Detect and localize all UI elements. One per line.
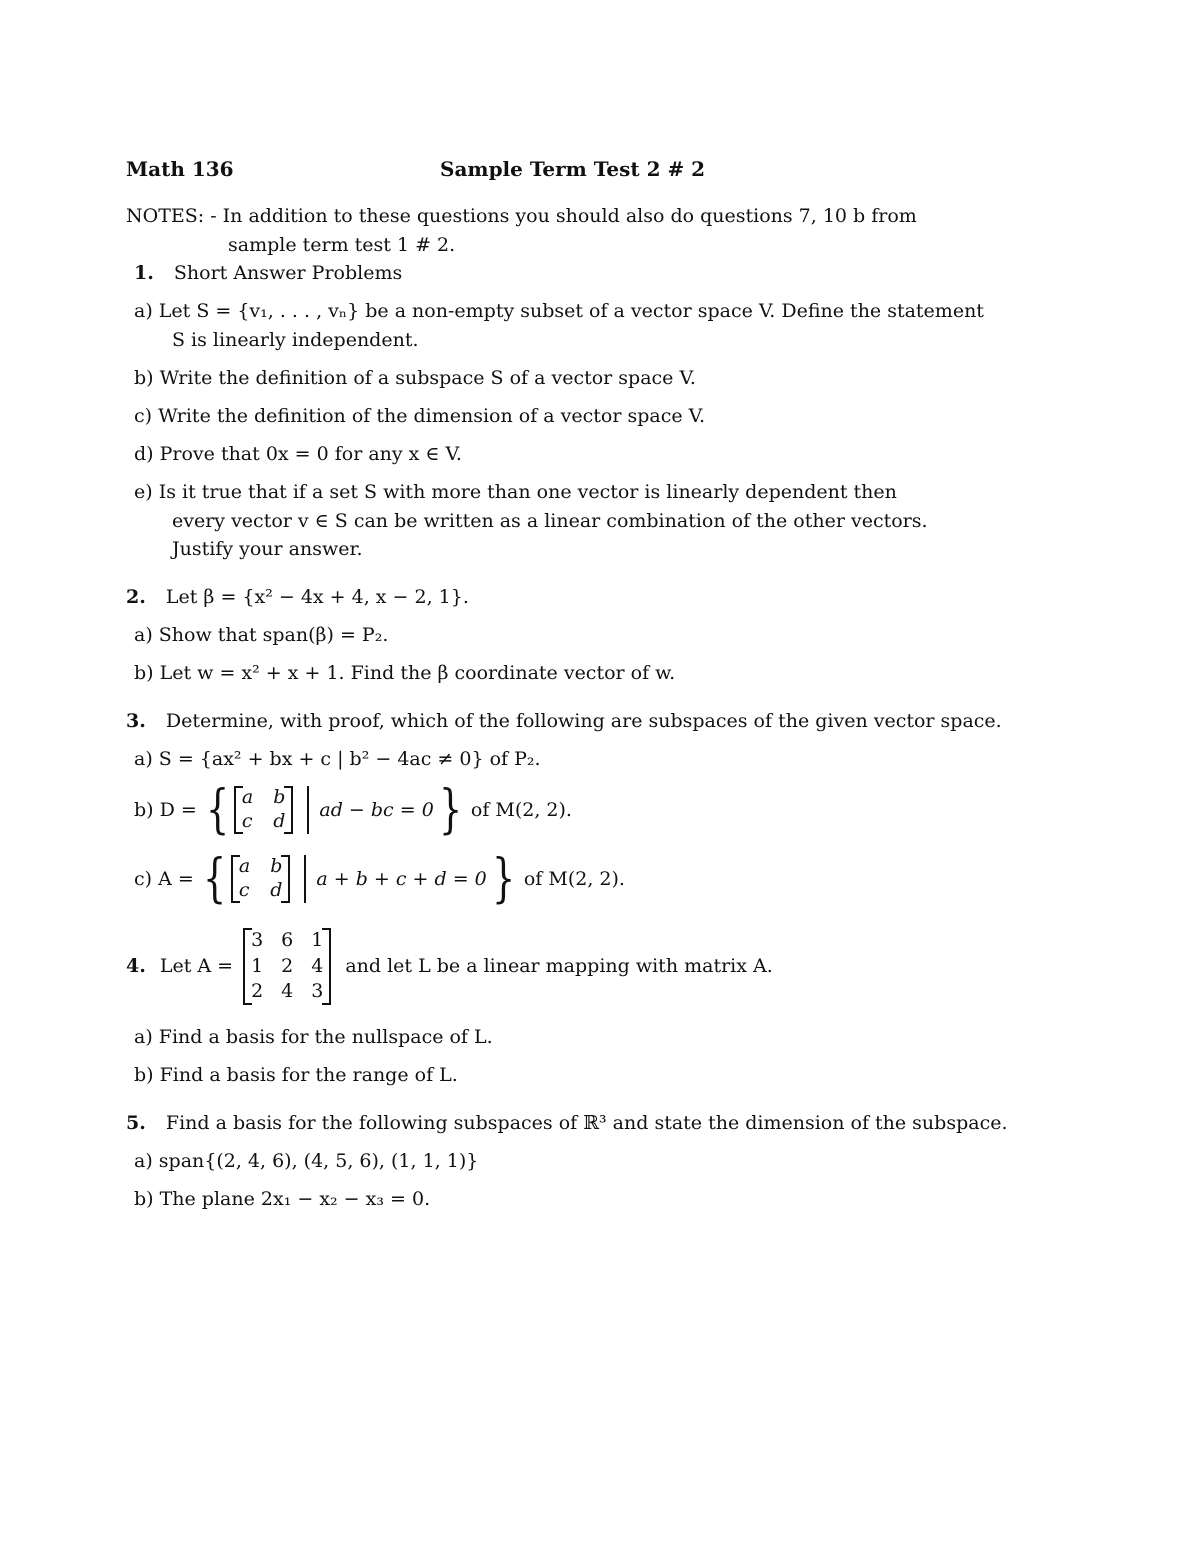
question-5a: a) span{(2, 4, 6), (4, 5, 6), (1, 1, 1)} (134, 1150, 479, 1172)
question-5-heading (126, 1112, 1008, 1135)
question-1a-line-1: a) Let S = {v₁, . . . , vₙ} be a non-empty subset of a vector space V. Define the statement (134, 300, 984, 322)
course-title: Math 136 (126, 157, 234, 181)
question-4-prefix: Let A = (159, 955, 234, 978)
question-4-heading (126, 928, 773, 1005)
question-4-number: 4. (126, 955, 146, 978)
question-3c (134, 849, 625, 909)
question-1a-line-2: S is linearly independent. (172, 329, 419, 351)
question-5-text: Find a basis for the following subspaces of ℝ³ and state the dimension of the subspace. (165, 1112, 1008, 1134)
question-3-number: 3. (126, 710, 146, 732)
question-3b-prefix: b) D = (134, 798, 197, 821)
question-1e-line-3: Justify your answer. (172, 538, 363, 560)
question-2b: b) Let w = x² + x + 1. Find the β coordinate vector of w. (134, 662, 676, 684)
question-2-number: 2. (126, 586, 146, 608)
matrix-entry: 6 (281, 929, 294, 951)
question-1b: b) Write the definition of a subspace S of a vector space V. (134, 367, 696, 389)
question-5-number: 5. (126, 1112, 146, 1134)
matrix-entry: a (241, 786, 254, 809)
matrix-entry: b (270, 855, 283, 878)
question-3c-prefix: c) A = (134, 867, 194, 890)
test-title: Sample Term Test 2 # 2 (440, 157, 706, 181)
question-4a: a) Find a basis for the nullspace of L. (134, 1026, 493, 1048)
question-3a: a) S = {ax² + bx + c | b² − 4ac ≠ 0} of P₂. (134, 748, 541, 770)
matrix-entry: 4 (281, 980, 294, 1003)
set-builder-bar (304, 855, 306, 903)
close-brace: } (491, 849, 515, 909)
question-3c-suffix: of M(2, 2). (523, 867, 625, 890)
question-3b-suffix: of M(2, 2). (470, 798, 572, 821)
question-3b-condition: ad − bc = 0 (319, 798, 434, 821)
notes-line-2: sample term test 1 # 2. (228, 234, 456, 256)
matrix-entry: d (270, 879, 283, 901)
matrix-entry: 1 (311, 929, 324, 951)
question-3c-condition: a + b + c + d = 0 (316, 867, 487, 890)
question-1d: d) Prove that 0x = 0 for any x ∈ V. (134, 443, 462, 465)
matrix-entry: 2 (251, 980, 264, 1003)
question-1-title: Short Answer Problems (173, 262, 403, 284)
question-1-heading (134, 262, 402, 285)
matrix-entry: 4 (311, 954, 324, 977)
question-1-number: 1. (134, 262, 154, 284)
question-3-heading (126, 710, 1002, 733)
question-2a: a) Show that span(β) = P₂. (134, 624, 389, 646)
matrix-abcd (234, 786, 294, 834)
matrix-entry: d (273, 810, 286, 832)
matrix-A (243, 928, 331, 1005)
matrix-entry: c (238, 879, 250, 901)
question-3b (134, 780, 572, 840)
matrix-entry: c (241, 810, 253, 832)
close-brace: } (438, 780, 462, 840)
matrix-entry: 1 (251, 954, 264, 977)
matrix-entry: a (238, 855, 251, 878)
matrix-entry: 3 (311, 980, 324, 1003)
question-5b: b) The plane 2x₁ − x₂ − x₃ = 0. (134, 1188, 431, 1210)
open-brace: { (202, 849, 226, 909)
open-brace: { (205, 780, 229, 840)
matrix-entry: 3 (251, 929, 264, 951)
matrix-abcd (231, 855, 291, 903)
question-1e-line-1: e) Is it true that if a set S with more than one vector is linearly dependent then (134, 481, 897, 503)
question-1e-line-2: every vector v ∈ S can be written as a linear combination of the other vectors. (172, 510, 928, 532)
set-builder-bar (307, 786, 309, 834)
question-4b: b) Find a basis for the range of L. (134, 1064, 458, 1086)
question-4-suffix: and let L be a linear mapping with matrix A. (345, 955, 773, 978)
matrix-entry: b (273, 786, 286, 809)
matrix-entry: 2 (281, 954, 294, 977)
question-2-text: Let β = {x² − 4x + 4, x − 2, 1}. (165, 586, 469, 608)
question-3-text: Determine, with proof, which of the following are subspaces of the given vector space. (165, 710, 1002, 732)
question-2-heading (126, 586, 469, 609)
question-1c: c) Write the definition of the dimension of a vector space V. (134, 405, 706, 427)
notes-line-1: NOTES: - In addition to these questions you should also do questions 7, 10 b from (126, 205, 917, 227)
